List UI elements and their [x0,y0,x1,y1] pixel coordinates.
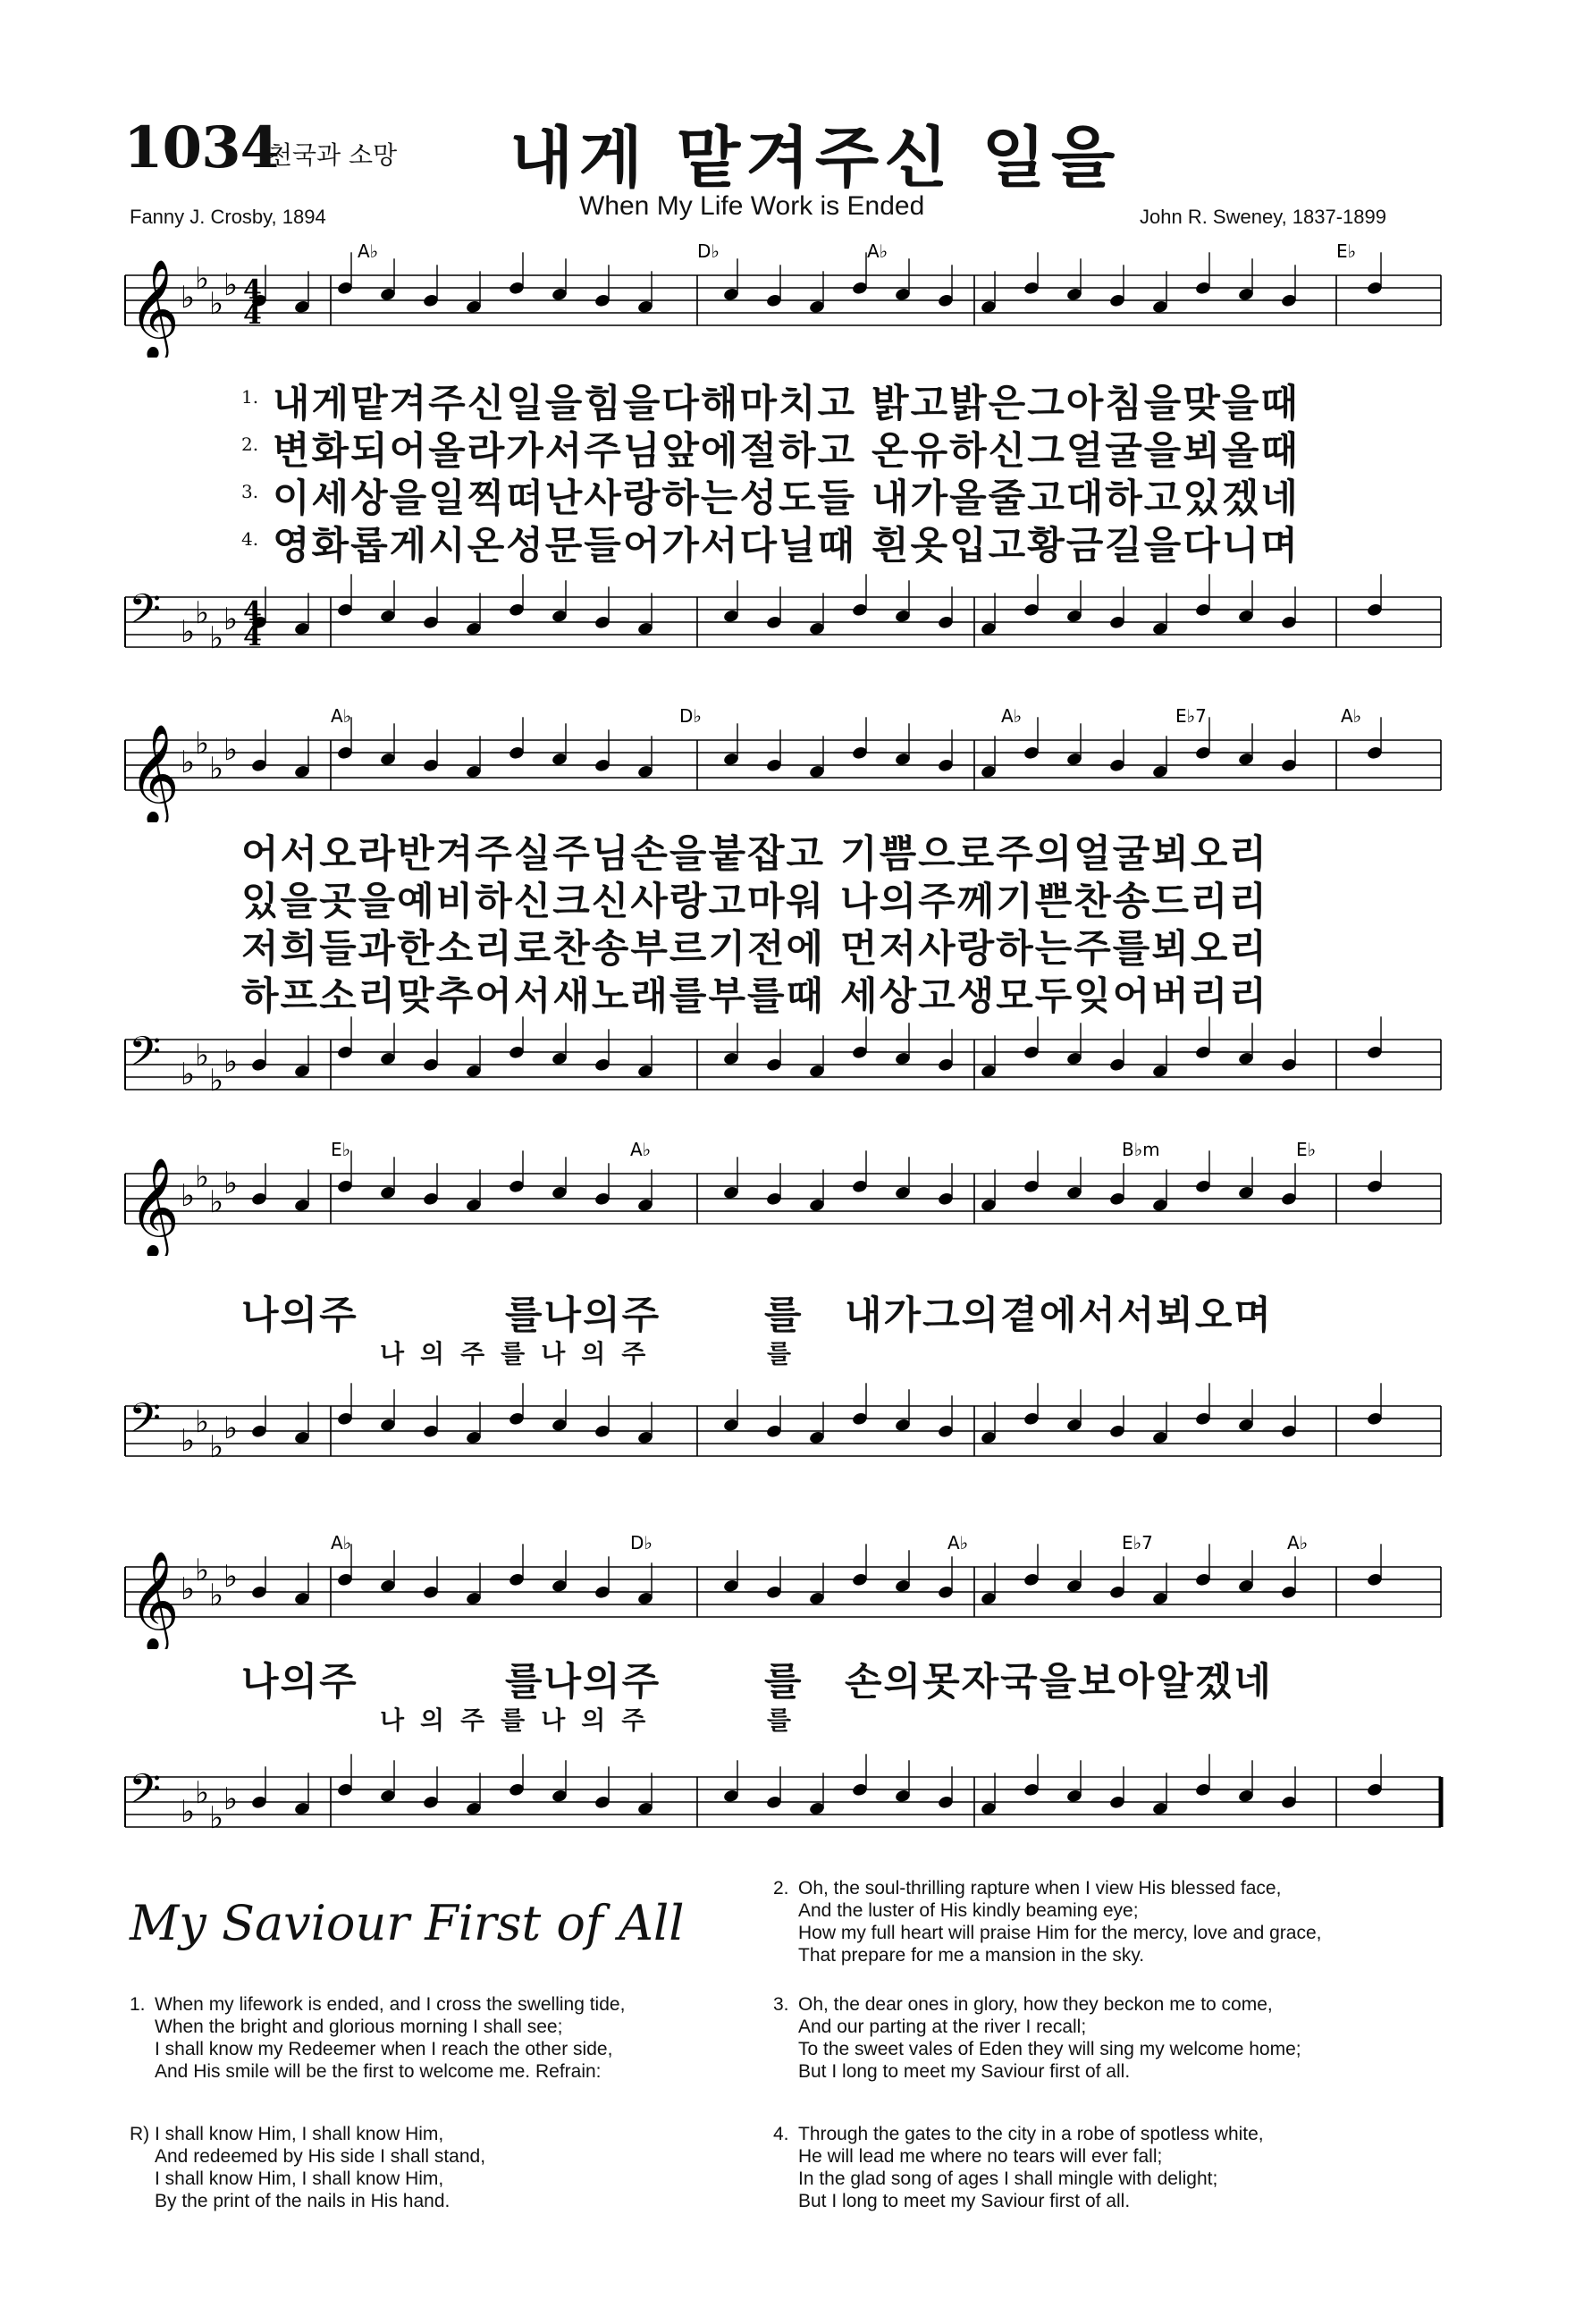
chord-symbol: A♭ [1341,706,1362,727]
verse-line: And the luster of His kindly beaming eye; [798,1900,1139,1921]
treble-staff-system-2 [0,706,1583,822]
verse-line: That prepare for me a mansion in the sky. [798,1945,1145,1966]
chord-symbol: E♭ [1296,1140,1317,1160]
verse-line: And redeemed by His side I shall stand, [155,2146,486,2167]
verse-line: And His smile will be the first to welcome me. Refrain: [155,2061,602,2082]
treble-staff-system-3 [0,1140,1583,1256]
chord-symbol: E♭ [1336,241,1357,262]
chord-symbol: A♭ [358,241,379,262]
verse-line: But I long to meet my Saviour first of all. [798,2061,1131,2082]
chord-symbol: D♭ [679,706,702,727]
chord-symbol: A♭ [630,1140,652,1160]
flat-icon: ♭ [209,751,224,787]
lyric-line: 있을곳을예비하신크신사랑고마워 나의주께기쁜찬송드리리 [241,880,1268,924]
flat-icon: ♭ [195,1553,210,1588]
flat-icon: ♭ [209,1800,224,1836]
lyric-soprano: 를나의주 [505,1660,661,1705]
flat-icon: ♭ [181,614,196,650]
bass-clef-icon: 𝄢 [129,1028,162,1086]
flat-icon: ♭ [223,602,239,637]
flat-icon: ♭ [181,280,196,316]
flat-icon: ♭ [223,1410,239,1446]
verse-line: When my lifework is ended, and I cross the swelling tide, [155,1994,626,2015]
lyric-line: 어서오라반겨주실주님손을붙잡고 기쁨으로주의얼굴뵈오리 [241,832,1268,877]
chord-symbol: A♭ [331,1533,352,1554]
chord-symbol: A♭ [331,706,352,727]
verse-line: To the sweet vales of Eden they will sing my welcome home; [798,2039,1301,2059]
verse-number: 3. [773,1994,789,2015]
lyric-line: 저희들과한소리로찬송부르기전에 먼저사랑하는주를뵈오리 [241,927,1268,972]
treble-staff-system-1 [0,241,1583,358]
chord-symbol: D♭ [697,241,720,262]
flat-icon: ♭ [209,1578,224,1613]
chord-symbol: D♭ [630,1533,653,1554]
flat-icon: ♭ [223,1044,239,1080]
chord-symbol: A♭ [1287,1533,1309,1554]
flat-icon: ♭ [195,726,210,762]
flat-icon: ♭ [223,732,239,768]
treble-clef-icon: 𝄞 [129,723,180,822]
flat-icon: ♭ [181,1178,196,1214]
flat-icon: ♭ [195,261,210,297]
refrain-marker: R) [130,2124,150,2144]
treble-clef-icon: 𝄞 [129,1550,180,1649]
flat-icon: ♭ [195,1159,210,1195]
verse-number: 1. [130,1994,146,2015]
bass-staff-system-4 [0,1743,1583,1868]
english-verse-3 [773,1993,1301,2083]
lyric-soprano: 를 [764,1293,804,1338]
english-refrain [130,2123,485,2212]
lyric-line: 이세상을일찍떠난사랑하는성도들 내가올줄고대하고있겠네 [273,476,1300,521]
verse-line: I shall know Him, I shall know Him, [155,2168,444,2189]
flat-icon: ♭ [195,1404,210,1440]
lyric-line: 내게맡겨주신일을힘을다해마치고 밝고밝은그아침을맞을때 [273,382,1300,426]
bass-staff-system-1 [0,563,1583,688]
time-signature: 4 [243,299,262,331]
lyric-line: 영화롭게시온성문들어가서다닐때 흰옷입고황금길을다니며 [273,524,1300,568]
flat-icon: ♭ [181,745,196,780]
chord-symbol: A♭ [947,1533,969,1554]
verse-line: He will lead me where no tears will ever fall; [798,2146,1163,2167]
hymn-number: 1034 [123,114,280,181]
chord-symbol: B♭m [1122,1140,1160,1160]
lyric-soprano: 손의못자국을보아알겠네 [845,1660,1273,1705]
flat-icon: ♭ [181,1794,196,1830]
flat-icon: ♭ [195,1775,210,1811]
lyricist-credit: Fanny J. Crosby, 1894 [130,206,326,228]
verse-number: 4. [241,528,259,550]
verse-line: By the print of the nails in His hand. [155,2191,450,2211]
verse-number: 1. [241,386,259,408]
lyric-alto: 나의주를나의주 [380,1705,662,1735]
flat-icon: ♭ [223,1559,239,1595]
treble-clef-icon: 𝄞 [129,258,180,358]
treble-clef-icon: 𝄞 [129,1157,180,1256]
flat-icon: ♭ [209,1429,224,1465]
chord-symbol: A♭ [867,241,888,262]
flat-icon: ♭ [209,620,224,656]
lyric-soprano: 나의주 [241,1660,358,1705]
chord-symbol: E♭7 [1175,706,1207,727]
time-signature: 4 [243,621,262,653]
lyric-alto: 를 [767,1339,808,1368]
bass-clef-icon: 𝄢 [129,585,162,644]
flat-icon: ♭ [181,1423,196,1459]
verse-line: But I long to meet my Saviour first of all. [798,2191,1131,2211]
bass-staff-system-2 [0,1006,1583,1131]
english-verse-1 [130,1993,625,2083]
lyric-alto: 를 [767,1705,808,1735]
time-signature: 4 [243,596,262,627]
time-signature: 4 [243,274,262,306]
chord-symbol: A♭ [1001,706,1023,727]
chord-symbol: E♭ [331,1140,351,1160]
english-verse-4 [773,2123,1264,2212]
flat-icon: ♭ [181,1571,196,1607]
verse-line: I shall know Him, I shall know Him, [155,2124,444,2144]
flat-icon: ♭ [223,267,239,303]
hymn-category: 천국과 소망 [268,140,398,170]
english-verse-2 [773,1877,1321,1966]
lyric-soprano: 나의주 [241,1293,358,1338]
treble-staff-system-4 [0,1533,1583,1649]
flat-icon: ♭ [223,1166,239,1201]
bass-staff-system-3 [0,1372,1583,1497]
chord-symbol: E♭7 [1122,1533,1153,1554]
verse-line: Oh, the soul-thrilling rapture when I view His blessed face, [798,1878,1282,1899]
english-title: My Saviour First of All [130,1895,685,1951]
lyric-soprano: 내가그의곁에서서뵈오며 [845,1293,1273,1338]
lyric-alto: 나의주를나의주 [380,1339,662,1368]
flat-icon: ♭ [209,1184,224,1220]
verse-number: 2. [241,434,259,455]
verse-line: Oh, the dear ones in glory, how they beckon me to come, [798,1994,1273,2015]
bass-clef-icon: 𝄢 [129,1765,162,1823]
lyric-soprano: 를 [764,1660,804,1705]
flat-icon: ♭ [223,1781,239,1817]
flat-icon: ♭ [195,1038,210,1074]
verse-line: And our parting at the river I recall; [798,2017,1087,2037]
flat-icon: ♭ [181,1057,196,1092]
verse-number: 3. [241,481,259,502]
lyric-soprano: 를나의주 [505,1293,661,1338]
verse-line: Through the gates to the city in a robe of spotless white, [798,2124,1264,2144]
hymn-title-korean: 내게 맡겨주신 일을 [509,120,1121,197]
verse-line: I shall know my Redeemer when I reach the other side, [155,2039,613,2059]
verse-line: When the bright and glorious morning I shall see; [155,2017,563,2037]
verse-line: How my full heart will praise Him for the mercy, love and grace, [798,1923,1322,1943]
lyric-line: 변화되어올라가서주님앞에절하고 온유하신그얼굴을뵈올때 [273,429,1300,474]
verse-line: In the glad song of ages I shall mingle with delight; [798,2168,1218,2189]
lyric-line: 하프소리맞추어서새노래를부를때 세상고생모두잊어버리리 [241,974,1268,1019]
hymn-title-english: When My Life Work is Ended [579,191,925,221]
composer-credit: John R. Sweney, 1837-1899 [1140,206,1386,228]
flat-icon: ♭ [209,1063,224,1099]
bass-clef-icon: 𝄢 [129,1394,162,1452]
verse-number: 2. [773,1878,789,1899]
flat-icon: ♭ [209,286,224,322]
verse-number: 4. [773,2124,789,2144]
flat-icon: ♭ [195,595,210,631]
